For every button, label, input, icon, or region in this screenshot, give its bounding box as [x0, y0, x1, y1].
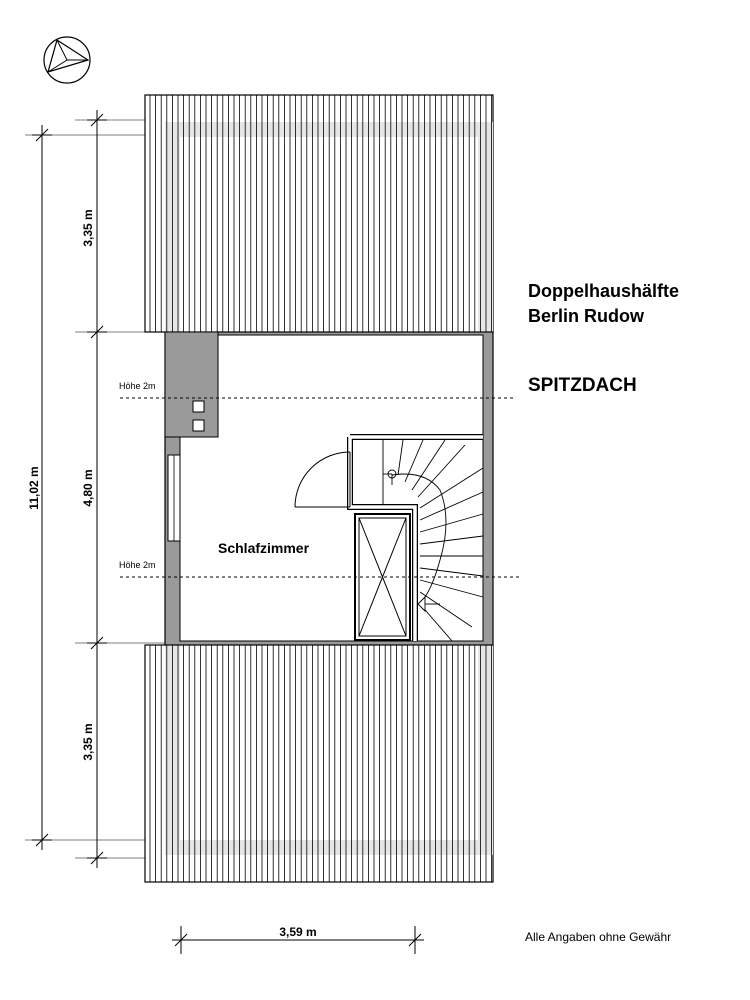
dimension-width-label: 3,59 m: [279, 925, 317, 939]
dimension-total-depth-label: 11,02 m: [27, 466, 41, 510]
height-mark-lower-label: Höhe 2m: [119, 560, 156, 570]
height-mark-upper-label: Höhe 2m: [119, 381, 156, 391]
title-line-1: Doppelhaushälfte: [528, 281, 680, 301]
roof-top: [145, 95, 493, 332]
dimension-roof-top-label: 3,35 m: [81, 209, 95, 247]
roof-type-label: SPITZDACH: [528, 375, 637, 396]
roof-bottom: [145, 645, 493, 882]
title-line-2: Berlin Rudow: [528, 306, 644, 326]
attic-room: [165, 332, 493, 645]
north-arrow-icon: [44, 37, 90, 83]
floor-opening: [355, 514, 410, 640]
dimension-room-depth-label: 4,80 m: [81, 469, 95, 507]
room-label: Schlafzimmer: [218, 540, 310, 556]
disclaimer: Alle Angaben ohne Gewähr: [525, 930, 672, 944]
dimension-roof-bottom-label: 3,35 m: [81, 723, 95, 761]
